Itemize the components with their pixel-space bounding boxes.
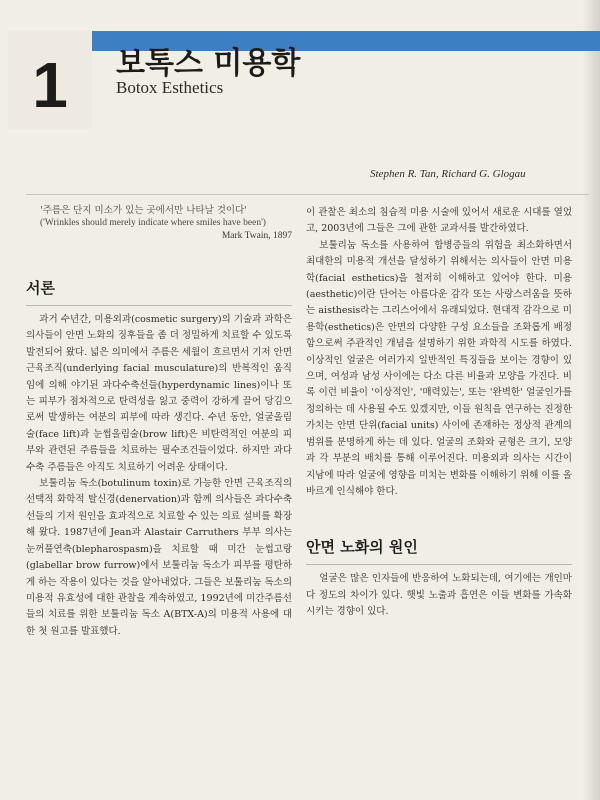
epigraph-english: ('Wrinkles should merely indicate where smiles have been') bbox=[40, 218, 266, 228]
left-column bbox=[26, 205, 292, 640]
epigraph-attribution: Mark Twain, 1897 bbox=[221, 231, 292, 241]
body-paragraph: 보툴리눔 독소를 사용하여 합병증들의 위험을 최소화하면서 최대한의 미용적 개선을 달성하기 위해서는 의사들이 안면 미용학(facial esthetics)을 철저히 이해하고 있어야 한다. 미용(aesthetic)이란 단어는 아름다운 감각 또는 사랑스러움을 뜻하는 aisthesis라는 그리스어에서 유래되었다. 현대적 감각으로 미용학(esthetics)은 안면의 다양한 구성 요소들을 조화롭게 배정함으로써 주관적인 개념을 설명하기 위한 과학적 시도를 하였다. 이상적인 얼굴은 여러가지 일반적인 특징들을 보이는 경향이 있으며, 여성과 남성 사이에는 다소 다른 비율과 모양을 가진다. 비록 이런 비율이 '이상적인', '매력있는', 또는 '완벽한' 얼굴인가를 정의하는 데 사용될 수도 있겠지만, 이들 원칙을 연구하는 진정한 가치는 안면 단위(facial units) 사이에 존재하는 정상적 관계의 범위를 분명하게 하는 데 있다. 얼굴의 조화와 균형은 크기, 모양과 각 부분의 배치를 통해 이루어진다. 미용외과 의사는 시간이 지남에 따라 얼굴에 영향을 미치는 변화를 이해하기 위해 이를 올바르게 인식해야 한다. bbox=[306, 239, 572, 497]
chapter-header bbox=[0, 0, 600, 160]
body-paragraph: 보툴리눔 독소(botulinum toxin)로 가능한 안면 근육조직의 선택적 화학적 탈신경(denervation)과 함께 의사들은 과다수축선들의 기저 원인을 효과적으로 치료할 수 있는 의료 설비를 확장해 왔다. 1987년에 Jean과 Alastair Carruthers 부부 의사는 눈꺼풀연축(blepharospasm)을 치료할 때 미간 눈썹고랑(glabellar brow furrow)에서 보툴리눔 독소가 피부를 평탄하게 하는 작용이 있다는 것을 알아내었다. 그들은 보툴리눔 독소의 미용적 유효성에 대한 관찰을 계속하였고, 1992년에 미간주름선들의 치료를 위한 보툴리눔 독소 A(BTX-A)의 미용적 사용에 대한 첫 원고를 발표했다. bbox=[26, 478, 292, 637]
epigraph-korean: '주름은 단지 미소가 있는 곳에서만 나타날 것이다' bbox=[40, 205, 247, 216]
chapter-title-english: Botox Esthetics bbox=[116, 78, 224, 97]
header-divider bbox=[26, 194, 589, 195]
chapter-number: 1 bbox=[32, 49, 68, 121]
body-paragraph: 과거 수년간, 미용외과(cosmetic surgery)의 기술과 과학은 의사들이 안면 노화의 징후들을 좀 더 정밀하게 치료할 수 있도록 발전되어 왔다. 넓은 의미에서 주름은 세월이 흐르면서 기저 안면 근육조직(underlying facial musculature)의 반복적인 움직임에 의해 야기된 과다수축선들(hyperdynamic lines)이나 또는 피부가 점차적으로 탄력성을 잃고 중력이 강하게 끌어 당김으로써 발생하는 여분의 피부에 따라 생긴다. 수년 동안, 얼굴올림술(face lift)과 눈썹올림술(brow lift)은 비탄력적인 여분의 피부와 관련된 주름들을 치료하는 필수조건들이었다. 하지만 과다수축 주름들은 아직도 치료하기 어려운 상태이다. bbox=[26, 314, 292, 473]
right-column bbox=[306, 205, 572, 621]
chapter-authors: Stephen R. Tan, Richard G. Glogau bbox=[370, 168, 526, 180]
body-paragraph: 얼굴은 많은 인자들에 반응하여 노화되는데, 여기에는 개인마다 정도의 차이가 있다. 햇빛 노출과 흡연은 이들 변화를 가속화시키는 경향이 있다. bbox=[306, 573, 572, 618]
chapter-title-korean: 보톡스 미용학 bbox=[116, 46, 301, 81]
chapter-color-bar bbox=[8, 31, 600, 51]
section-heading-causes-of-facial-aging: 안면 노화의 원인 bbox=[306, 538, 418, 557]
section-heading-rule bbox=[306, 564, 572, 565]
section-heading-rule bbox=[26, 305, 292, 306]
body-paragraph: 이 관찰은 최소의 침습적 미용 시술에 있어서 새로운 시대를 열었고, 2003년에 그들은 그에 관한 교과서를 발간하였다. bbox=[306, 207, 572, 235]
section-heading-introduction: 서론 bbox=[26, 279, 55, 297]
